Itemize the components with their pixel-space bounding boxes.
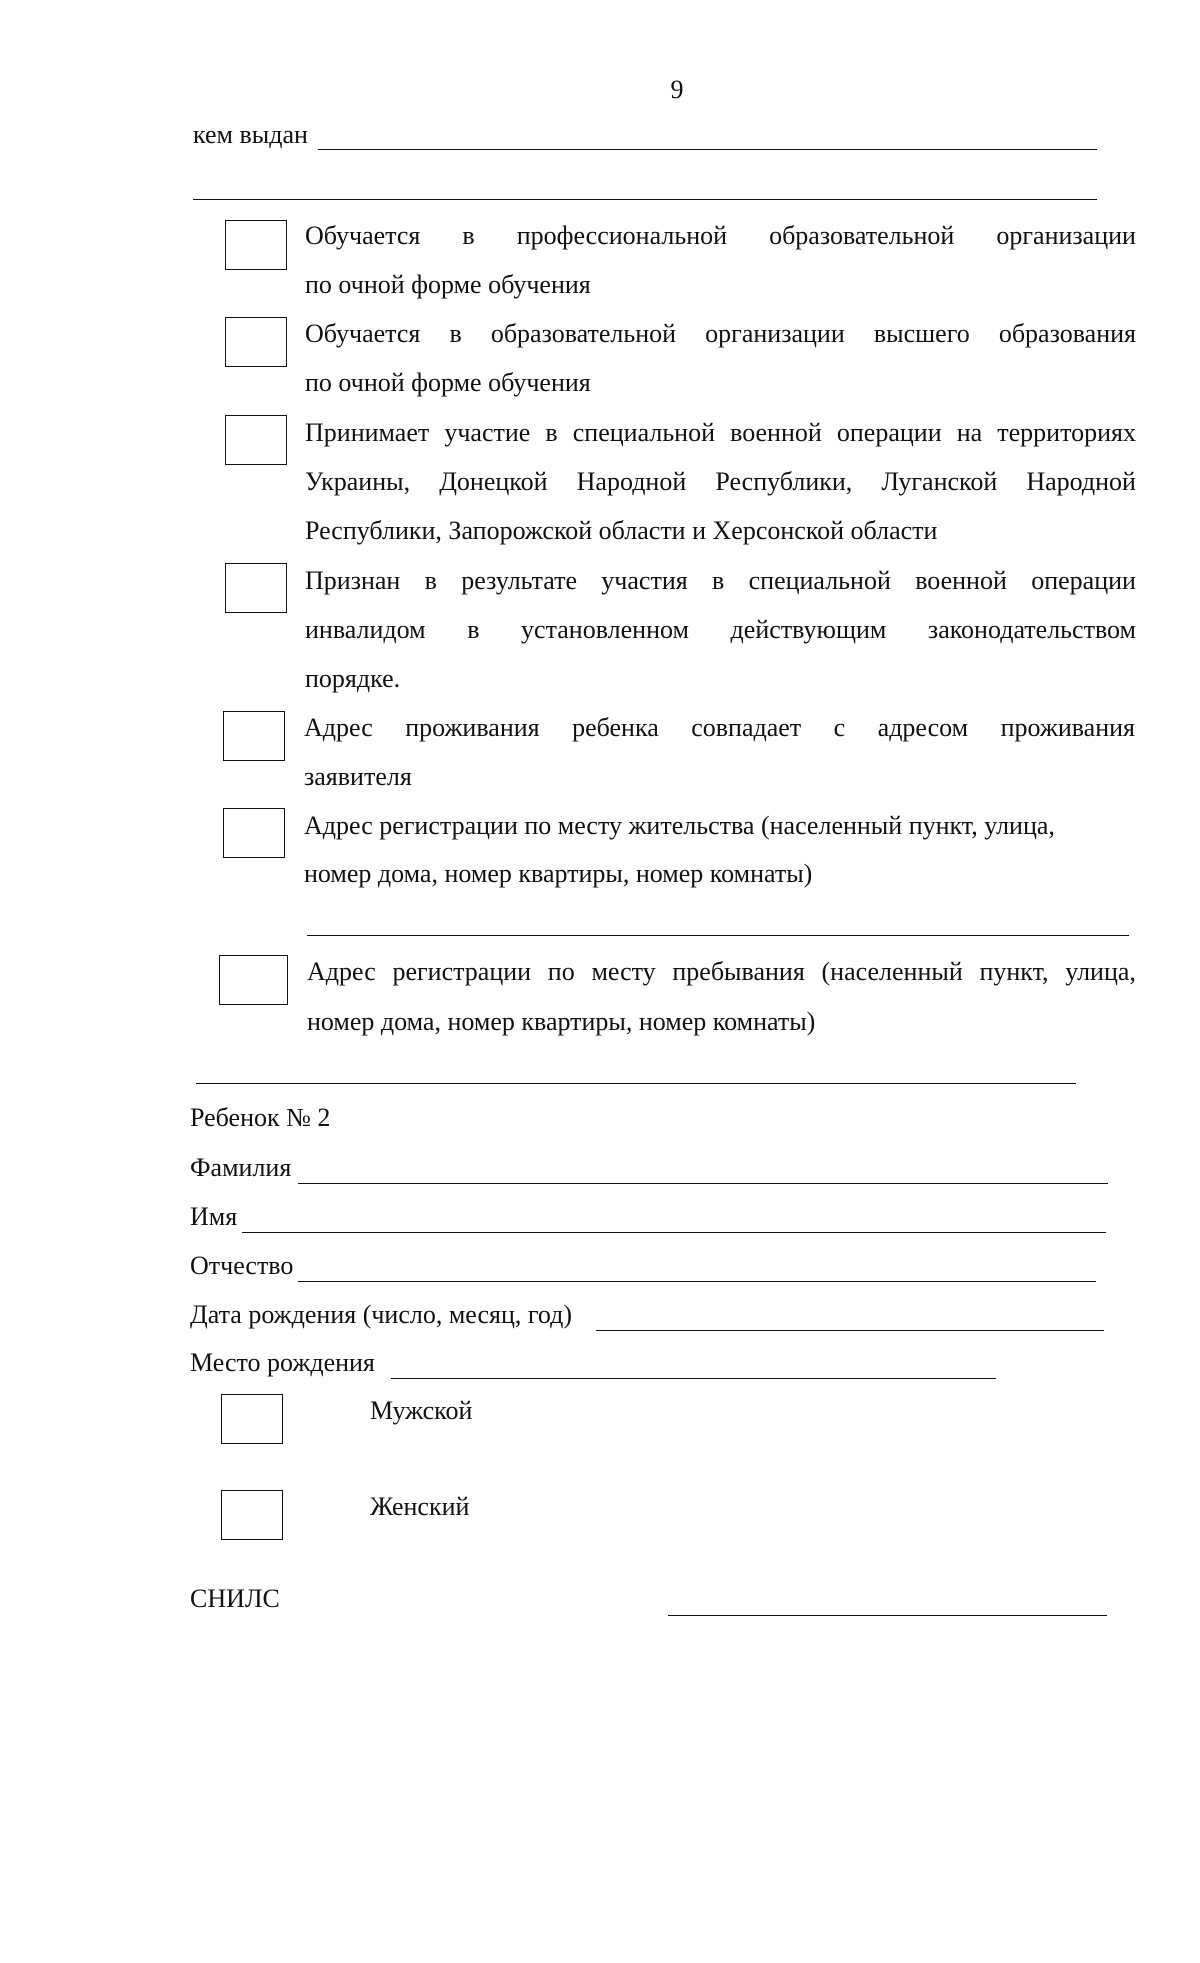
name-label: Имя xyxy=(190,1202,238,1231)
option-military-operation-line-1: Принимает участие в специальной военной операции на территориях xyxy=(305,418,1136,447)
issued-by-label: кем выдан xyxy=(193,120,308,149)
patronymic-field-line[interactable] xyxy=(298,1281,1096,1282)
option-disability-line-1: Признан в результате участия в специальной военной операции xyxy=(305,566,1136,595)
checkbox-stay-registration[interactable] xyxy=(219,955,288,1005)
birth-date-field-line[interactable] xyxy=(596,1330,1104,1331)
surname-label: Фамилия xyxy=(190,1153,292,1182)
option-military-operation-line-3: Республики, Запорожской области и Херсонской области xyxy=(305,516,938,545)
option-residence-registration-line-2: номер дома, номер квартиры, номер комнаты) xyxy=(304,859,813,888)
option-stay-registration-line-1: Адрес регистрации по месту пребывания (населенный пункт, улица, xyxy=(307,957,1136,986)
option-professional-education-line-2: по очной форме обучения xyxy=(305,270,591,299)
option-professional-education-line-1: Обучается в профессиональной образовательной организации xyxy=(305,221,1136,250)
birth-place-field-line[interactable] xyxy=(391,1378,996,1379)
checkbox-same-address[interactable] xyxy=(223,711,285,761)
option-residence-registration-line-1: Адрес регистрации по месту жительства (населенный пункт, улица, xyxy=(304,811,1055,840)
residence-address-field-line[interactable] xyxy=(307,935,1129,936)
option-military-operation-line-2: Украины, Донецкой Народной Республики, Луганской Народной xyxy=(305,467,1136,496)
checkbox-disability[interactable] xyxy=(225,563,287,613)
issued-by-field-line-2[interactable] xyxy=(193,199,1097,200)
birth-place-label: Место рождения xyxy=(190,1348,375,1377)
patronymic-label: Отчество xyxy=(190,1251,294,1280)
checkbox-professional-education[interactable] xyxy=(225,220,287,270)
checkbox-higher-education[interactable] xyxy=(225,317,287,367)
checkbox-gender-female[interactable] xyxy=(221,1490,283,1540)
option-higher-education-line-1: Обучается в образовательной организации высшего образования xyxy=(305,319,1136,348)
checkbox-military-operation[interactable] xyxy=(225,415,287,465)
checkbox-residence-registration[interactable] xyxy=(223,808,285,858)
name-field-line[interactable] xyxy=(242,1232,1106,1233)
option-higher-education-line-2: по очной форме обучения xyxy=(305,368,591,397)
issued-by-field-line[interactable] xyxy=(318,149,1097,150)
option-same-address-line-2: заявителя xyxy=(304,762,412,791)
birth-date-label: Дата рождения (число, месяц, год) xyxy=(190,1300,573,1329)
option-stay-registration-line-2: номер дома, номер квартиры, номер комнаты) xyxy=(307,1007,816,1036)
page-number: 9 xyxy=(670,75,684,104)
snils-field-line[interactable] xyxy=(668,1615,1107,1616)
gender-male-label: Мужской xyxy=(370,1396,473,1425)
surname-field-line[interactable] xyxy=(298,1183,1108,1184)
option-same-address-line-1: Адрес проживания ребенка совпадает с адресом проживания xyxy=(304,713,1135,742)
option-disability-line-2: инвалидом в установленном действующим законодательством xyxy=(305,615,1136,644)
gender-female-label: Женский xyxy=(370,1492,470,1521)
stay-address-field-line[interactable] xyxy=(196,1083,1076,1084)
child-2-heading: Ребенок № 2 xyxy=(190,1103,331,1132)
checkbox-gender-male[interactable] xyxy=(221,1394,283,1444)
snils-label: СНИЛС xyxy=(190,1584,280,1613)
option-disability-line-3: порядке. xyxy=(305,664,401,693)
